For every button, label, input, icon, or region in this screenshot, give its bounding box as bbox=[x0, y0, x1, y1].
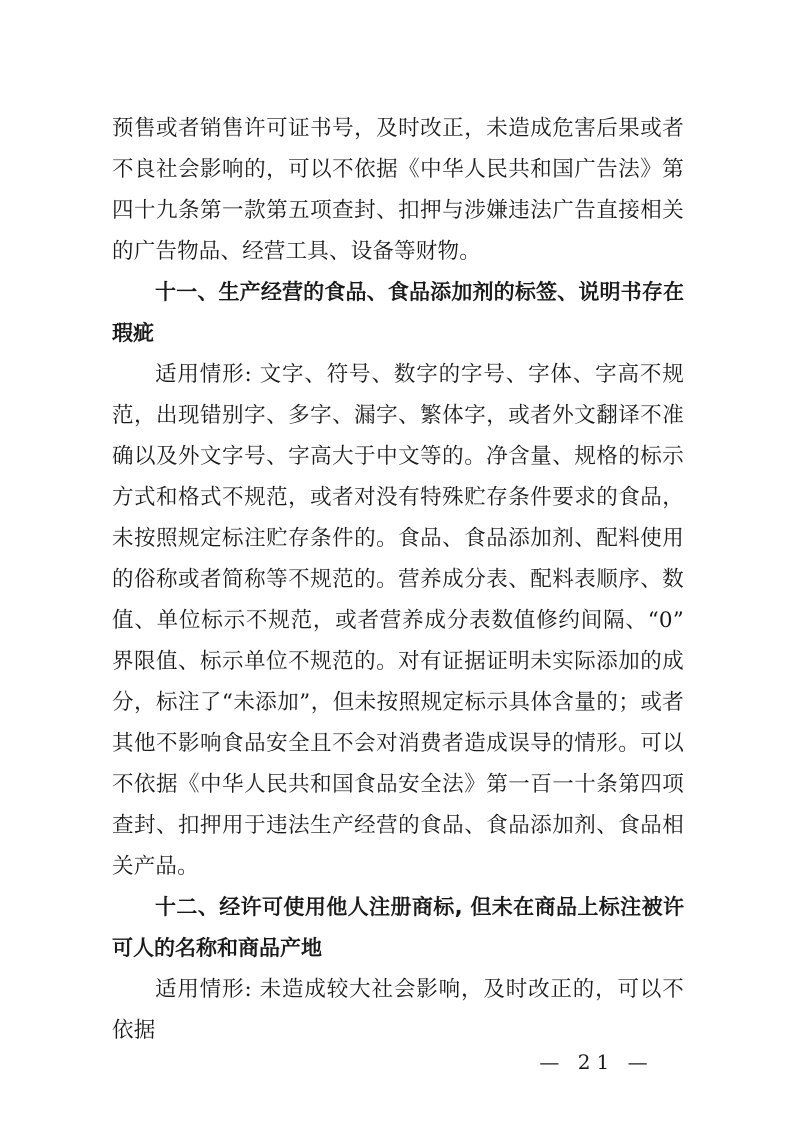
page-footer bbox=[0, 1050, 793, 1074]
page-number: — 21 — bbox=[539, 1050, 654, 1074]
section-heading-block bbox=[112, 887, 684, 969]
paragraph-text: 适用情形: 文字、符号、数字的字号、字体、字高不规范，出现错别字、多字、漏字、繁体字，或者外文翻译不准确以及外文字号、字高大于中文等的。净含量、规格的标示方式和格式不规范，或者对没有特殊贮存条件要求的食品，未按照规定标注贮存条件的。食品、食品添加剂、配料使用的俗称或者简称等不规范的。营养成分表、配料表顺序、数值、单位标示不规范，或者营养成分表数值修约间隔、“0”界限值、标示单位不规范的。对有证据证明未实际添加的成分，标注了“未添加”，但未按照规定标示具体含量的；或者其他不影响食品安全且不会对消费者造成误导的情形。可以不依据《中华人民共和国食品安全法》第一百一十条第四项查封、扣押用于违法生产经营的食品、食品添加剂、食品相关产品。 bbox=[112, 362, 684, 879]
section-heading-block bbox=[112, 272, 684, 354]
paragraph-block bbox=[112, 354, 684, 887]
paragraph-text: 适用情形: 未造成较大社会影响，及时改正的，可以不依据 bbox=[112, 977, 684, 1043]
paragraph-text: 预售或者销售许可证书号，及时改正，未造成危害后果或者不良社会影响的，可以不依据《中华人民共和国广告法》第四十九条第一款第五项查封、扣押与涉嫌违法广告直接相关的广告物品、经营工具、设备等财物。 bbox=[112, 116, 684, 264]
section-heading-twelve: 十二、经许可使用他人注册商标, 但未在商品上标注被许可人的名称和商品产地 bbox=[112, 895, 684, 960]
section-heading-eleven: 十一、生产经营的食品、食品添加剂的标签、说明书存在瑕疵 bbox=[112, 280, 684, 345]
paragraph-block bbox=[112, 969, 684, 1051]
paragraph-block bbox=[112, 108, 684, 272]
page-content bbox=[112, 108, 684, 1051]
